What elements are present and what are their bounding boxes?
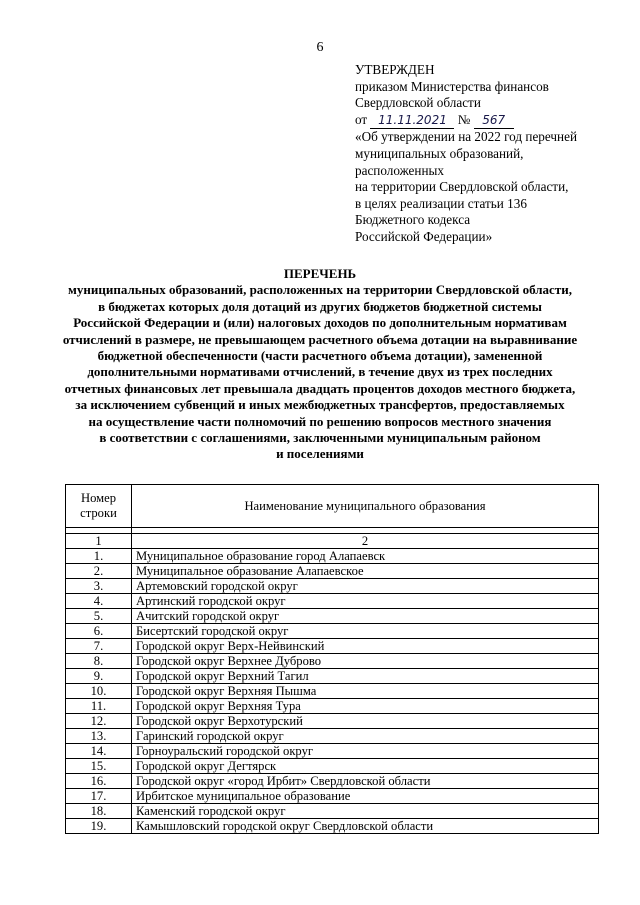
approval-heading: УТВЕРЖДЕН [355, 62, 435, 77]
column-index-2: 2 [132, 534, 599, 549]
title-line: и поселениями [276, 446, 364, 462]
approval-title-line: муниципальных образований, [355, 145, 524, 161]
table-row [66, 759, 599, 774]
title-line: за исключением субвенций и иных межбюджетных трансфертов, предоставляемых [75, 397, 565, 413]
row-number: 15. [66, 759, 132, 774]
municipality-name: Городской округ Верхний Тагил [132, 669, 599, 684]
municipality-name: Городской округ Верхняя Пышма [132, 684, 599, 699]
approval-date-line [355, 112, 615, 130]
municipality-name: Городской округ «город Ирбит» Свердловской области [132, 774, 599, 789]
row-number: 1. [66, 549, 132, 564]
table-row [66, 549, 599, 564]
municipality-name: Городской округ Верх-Нейвинский [132, 639, 599, 654]
title-line: в бюджетах которых доля дотаций из других бюджетов бюджетной системы [98, 298, 542, 314]
table-row [66, 819, 599, 834]
title-line: Российской Федерации и (или) налоговых доходов по дополнительным нормативам [73, 315, 567, 331]
table-row [66, 609, 599, 624]
approval-title-line: «Об утверждении на 2022 год перечней [355, 129, 578, 145]
municipality-name: Городской округ Дегтярск [132, 759, 599, 774]
municipality-name: Гаринский городской округ [132, 729, 599, 744]
municipality-name: Артинский городской округ [132, 594, 599, 609]
table-row [66, 624, 599, 639]
approval-title-line: расположенных [355, 162, 444, 178]
row-number: 11. [66, 699, 132, 714]
table-row [66, 684, 599, 699]
table-row [66, 744, 599, 759]
municipality-name: Муниципальное образование город Алапаевск [132, 549, 599, 564]
handwritten-number: 567 [474, 112, 514, 130]
date-prefix: от [355, 111, 368, 127]
table-row [66, 669, 599, 684]
municipality-name: Камышловский городской округ Свердловской области [132, 819, 599, 834]
row-number: 17. [66, 789, 132, 804]
row-number: 14. [66, 744, 132, 759]
municipality-name: Муниципальное образование Алапаевское [132, 564, 599, 579]
table-row [66, 654, 599, 669]
municipality-name: Городской округ Верхотурский [132, 714, 599, 729]
title-line: муниципальных образований, расположенных на территории Свердловской области, [68, 282, 572, 298]
municipality-name: Ачитский городской округ [132, 609, 599, 624]
row-number: 16. [66, 774, 132, 789]
municipality-name: Ирбитское муниципальное образование [132, 789, 599, 804]
row-number: 9. [66, 669, 132, 684]
row-number: 18. [66, 804, 132, 819]
row-number: 12. [66, 714, 132, 729]
approval-title-line: Бюджетного кодекса [355, 212, 471, 228]
title-line: на осуществление части полномочий по решению вопросов местного значения [88, 413, 552, 429]
municipalities-table [65, 484, 599, 834]
row-number: 7. [66, 639, 132, 654]
approval-line-1: приказом Министерства финансов [355, 78, 549, 94]
approval-title-line: в целях реализации статьи 136 [355, 195, 527, 211]
page-number: 6 [316, 40, 324, 55]
table-header-row [66, 485, 599, 528]
table-row [66, 729, 599, 744]
column-index-row [66, 534, 599, 549]
row-number: 6. [66, 624, 132, 639]
approval-block [355, 62, 615, 246]
municipality-name: Каменский городской округ [132, 804, 599, 819]
approval-line-2: Свердловской области [355, 95, 481, 111]
number-prefix: № [457, 111, 471, 127]
municipality-name: Городской округ Верхнее Дуброво [132, 654, 599, 669]
row-number: 5. [66, 609, 132, 624]
title-line: отчислений в размере, не превышающем расчетного объема дотации на выравнивание [62, 331, 578, 347]
municipality-name: Бисертский городской округ [132, 624, 599, 639]
row-number: 3. [66, 579, 132, 594]
row-number: 2. [66, 564, 132, 579]
row-number: 19. [66, 819, 132, 834]
header-num-line: Номер [80, 491, 116, 505]
approval-title-line: на территории Свердловской области, [355, 179, 569, 195]
header-municipality-name: Наименование муниципального образования [132, 485, 599, 528]
municipality-name: Горноуральский городской округ [132, 744, 599, 759]
table-row [66, 579, 599, 594]
table-row [66, 564, 599, 579]
municipality-name: Артемовский городской округ [132, 579, 599, 594]
approval-title-line: Российской Федерации» [355, 228, 493, 244]
row-number: 10. [66, 684, 132, 699]
column-index-1: 1 [66, 534, 132, 549]
table-row [66, 804, 599, 819]
row-number: 4. [66, 594, 132, 609]
title-heading: ПЕРЕЧЕНЬ [283, 266, 357, 281]
table-row [66, 789, 599, 804]
table-row [66, 699, 599, 714]
municipality-name: Городской округ Верхняя Тура [132, 699, 599, 714]
title-line: в соответствии с соглашениями, заключенными муниципальным районом [99, 430, 541, 446]
table-row [66, 714, 599, 729]
table-body [66, 549, 599, 834]
handwritten-date: 11.11.2021 [370, 112, 454, 130]
title-line: бюджетной обеспеченности (части расчетного объема дотации), замененной [97, 348, 543, 364]
table-row [66, 774, 599, 789]
header-num-line: строки [80, 506, 117, 520]
table-row [66, 639, 599, 654]
header-row-number [66, 485, 132, 528]
table-row [66, 594, 599, 609]
row-number: 8. [66, 654, 132, 669]
row-number: 13. [66, 729, 132, 744]
document-title [40, 266, 600, 463]
title-line: дополнительными нормативами отчислений, в течение двух из трех последних [87, 364, 553, 380]
title-line: отчетных финансовых лет превышала двадцать процентов доходов местного бюджета, [64, 380, 576, 396]
